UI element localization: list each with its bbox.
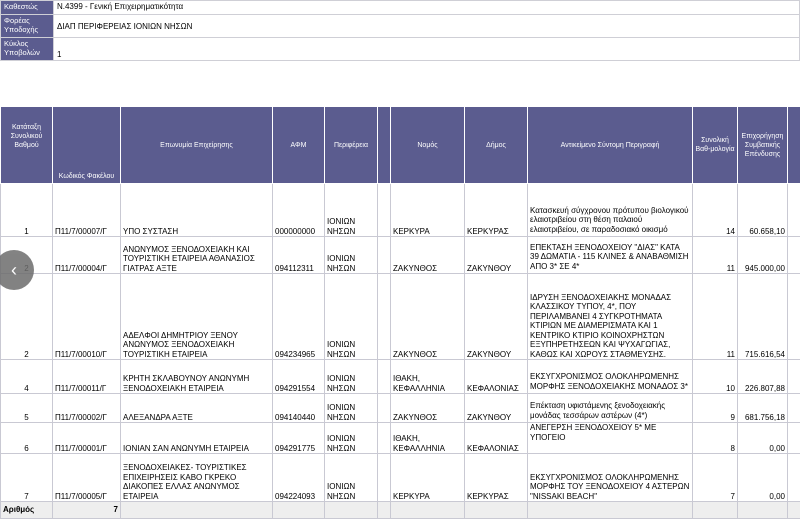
cell-spacer-end (788, 237, 800, 274)
cell-prefecture: ΙΘΑΚΗ, ΚΕΦΑΛΛΗΝΙΑ (391, 423, 465, 454)
table-row (1, 394, 800, 423)
cell-subsidy: 226.807,88 (738, 360, 788, 394)
footer-empty (273, 502, 325, 519)
footer-empty (391, 502, 465, 519)
cell-municipality: ΖΑΚΥΝΘΟΥ (465, 394, 528, 423)
header-row (1, 107, 800, 184)
cell-afm: 094234965 (273, 274, 325, 360)
footer-count-label: Αριθμός (1, 502, 53, 519)
cell-prefecture: ΚΕΡΚΥΡΑ (391, 454, 465, 502)
cell-rank: 5 (1, 394, 53, 423)
cell-spacer (378, 360, 391, 394)
meta-row-cycle (1, 38, 800, 61)
cell-description: ΑΝΕΓΕΡΣΗ ΞΕΝΟΔΟΧΕΙΟΥ 5* ΜΕ ΥΠΟΓΕΙΟ (528, 423, 693, 454)
chevron-left-icon: ‹ (11, 259, 17, 280)
meta-row-regime (1, 1, 800, 15)
cell-prefecture: ΚΕΡΚΥΡΑ (391, 184, 465, 237)
cell-afm: 094291775 (273, 423, 325, 454)
cell-score: 14 (693, 184, 738, 237)
cell-rank: 6 (1, 423, 53, 454)
cell-region: ΙΟΝΙΩΝ ΝΗΣΩΝ (325, 360, 378, 394)
cell-score: 9 (693, 394, 738, 423)
cell-spacer (378, 454, 391, 502)
cell-description: ΕΚΣΥΓΧΡΟΝΙΣΜΟΣ ΟΛΟΚΛΗΡΩΜΕΝΗΣ ΜΟΡΦΗΣ ΞΕΝΟΔΟΧΕΙΑΚΗΣ ΜΟΝΑΔΟΣ 3* (528, 360, 693, 394)
header-spacer-end (788, 107, 800, 184)
cell-code: Π11/7/00001/Γ (53, 423, 121, 454)
meta-label-regime: Καθεστώς (1, 1, 54, 15)
cell-afm: 094224093 (273, 454, 325, 502)
cell-municipality: ΚΕΡΚΥΡΑΣ (465, 454, 528, 502)
footer-empty (465, 502, 528, 519)
table-row (1, 360, 800, 394)
cell-subsidy: 715.616,54 (738, 274, 788, 360)
cell-region: ΙΟΝΙΩΝ ΝΗΣΩΝ (325, 237, 378, 274)
cell-rank: 7 (1, 454, 53, 502)
results-table (0, 106, 800, 519)
header-afm[interactable]: ΑΦΜ (273, 107, 325, 184)
meta-row-host (1, 15, 800, 38)
header-score[interactable]: Συνολική Βαθ-μολογία (693, 107, 738, 184)
cell-municipality: ΚΕΡΚΥΡΑΣ (465, 184, 528, 237)
cell-rank: 1 (1, 184, 53, 237)
cell-region: ΙΟΝΙΩΝ ΝΗΣΩΝ (325, 454, 378, 502)
meta-value-host: ΔΙΑΠ ΠΕΡΙΦΕΡΕΙΑΣ ΙΟΝΙΩΝ ΝΗΣΩΝ (53, 15, 799, 38)
cell-afm: 094112311 (273, 237, 325, 274)
footer-count-value: 7 (53, 502, 121, 519)
cell-region: ΙΟΝΙΩΝ ΝΗΣΩΝ (325, 274, 378, 360)
cell-description: Επέκταση υφιστάμενης ξενοδοχειακής μονάδας τεσσάρων αστέρων (4*) (528, 394, 693, 423)
cell-description: ΕΠΕΚΤΑΣΗ ΞΕΝΟΔΟΧΕΙΟΥ "ΔΙΑΣ" ΚΑΤΑ 39 ΔΩΜΑΤΙΑ - 115 ΚΛΙΝΕΣ & ΑΝΑΒΑΘΜΙΣΗ ΑΠΟ 3* ΣΕ 4* (528, 237, 693, 274)
cell-description: ΕΚΣΥΓΧΡΟΝΙΣΜΟΣ ΟΛΟΚΛΗΡΩΜΕΝΗΣ ΜΟΡΦΗΣ ΤΟΥ ΞΕΝΟΔΟΧΕΙΟΥ 4 ΑΣΤΕΡΩΝ "NISSAKI BEACH" (528, 454, 693, 502)
cell-name: ΙΟΝΙΑΝ ΣΑΝ ΑΝΩΝΥΜΗ ΕΤΑΙΡΕΙΑ (121, 423, 273, 454)
cell-afm: 094291554 (273, 360, 325, 394)
header-name[interactable]: Επωνυμία Επιχείρησης (121, 107, 273, 184)
footer-empty (325, 502, 378, 519)
cell-region: ΙΟΝΙΩΝ ΝΗΣΩΝ (325, 423, 378, 454)
cell-code: Π11/7/00002/Γ (53, 394, 121, 423)
cell-code: Π11/7/00011/Γ (53, 360, 121, 394)
cell-municipality: ΚΕΦΑΛΟΝΙΑΣ (465, 360, 528, 394)
footer-empty (378, 502, 391, 519)
cell-prefecture: ΖΑΚΥΝΘΟΣ (391, 237, 465, 274)
cell-spacer-end (788, 394, 800, 423)
cell-score: 8 (693, 423, 738, 454)
table-row (1, 184, 800, 237)
footer-row (1, 502, 800, 519)
cell-subsidy: 0,00 (738, 454, 788, 502)
cell-spacer-end (788, 184, 800, 237)
cell-name: ΑΔΕΛΦΟΙ ΔΗΜΗΤΡΙΟΥ ΞΕΝΟΥ ΑΝΩΝΥΜΟΣ ΞΕΝΟΔΟΧΕΙΑΚΗ ΤΟΥΡΙΣΤΙΚΗ ΕΤΑΙΡΕΙΑ (121, 274, 273, 360)
cell-subsidy: 60.658,10 (738, 184, 788, 237)
cell-spacer-end (788, 360, 800, 394)
header-rank[interactable]: Κατάταξη Συνολικού Βαθμού (1, 107, 53, 184)
header-municipality[interactable]: Δήμος (465, 107, 528, 184)
cell-code: Π11/7/00005/Γ (53, 454, 121, 502)
cell-spacer (378, 394, 391, 423)
cell-code: Π11/7/00010/Γ (53, 274, 121, 360)
header-spacer (378, 107, 391, 184)
cell-rank: 2 (1, 274, 53, 360)
cell-prefecture: ΖΑΚΥΝΘΟΣ (391, 274, 465, 360)
cell-municipality: ΖΑΚΥΝΘΟΥ (465, 274, 528, 360)
cell-municipality: ΖΑΚΥΝΘΟΥ (465, 237, 528, 274)
table-row (1, 237, 800, 274)
cell-score: 11 (693, 274, 738, 360)
cell-spacer (378, 423, 391, 454)
cell-spacer (378, 184, 391, 237)
footer-empty (738, 502, 788, 519)
cell-region: ΙΟΝΙΩΝ ΝΗΣΩΝ (325, 394, 378, 423)
cell-score: 11 (693, 237, 738, 274)
table-row (1, 454, 800, 502)
header-description[interactable]: Αντικείμενο Σύντομη Περιγραφή (528, 107, 693, 184)
meta-value-regime: Ν.4399 - Γενική Επιχειρηματικότητα (53, 1, 799, 15)
cell-afm: 000000000 (273, 184, 325, 237)
cell-municipality: ΚΕΦΑΛΟΝΙΑΣ (465, 423, 528, 454)
cell-subsidy: 681.756,18 (738, 394, 788, 423)
cell-afm: 094140440 (273, 394, 325, 423)
cell-name: ΥΠΟ ΣΥΣΤΑΣΗ (121, 184, 273, 237)
cell-code: Π11/7/00007/Γ (53, 184, 121, 237)
cell-prefecture: ΖΑΚΥΝΘΟΣ (391, 394, 465, 423)
cell-prefecture: ΙΘΑΚΗ, ΚΕΦΑΛΛΗΝΙΑ (391, 360, 465, 394)
cell-spacer-end (788, 274, 800, 360)
cell-rank: 4 (1, 360, 53, 394)
table-row (1, 423, 800, 454)
cell-subsidy: 0,00 (738, 423, 788, 454)
cell-name: ΑΛΕΞΑΝΔΡΑ ΑΞΤΕ (121, 394, 273, 423)
cell-spacer (378, 274, 391, 360)
cell-description: ΙΔΡΥΣΗ ΞΕΝΟΔΟΧΕΙΑΚΗΣ ΜΟΝΑΔΑΣ ΚΛΑΣΣΙΚΟΥ ΤΥΠΟΥ, 4*, ΠΟΥ ΠΕΡΙΛΑΜΒΑΝΕΙ 4 ΣΥΓΚΡΟΤΗΜΑΤΑ ΚΤΙΡΙΩΝ ΜΕ ΔΙΑΜΕΡΙΣΜΑΤΑ ΚΑΙ 1 ΚΕΝΤΡΙΚΟ ΚΤΙΡΙΟ ΚΟΙΝΟΧΡΗΣΤΩΝ ΕΞΥΠΗΡΕΤΗΣΕΩΝ ΚΑΙ ΨΥΧΑΓΩΓΙΑΣ, ΚΑΘΩΣ ΚΑΙ ΧΩΡΟΥΣ ΣΤΑΘΜΕΥΣΗΣ. (528, 274, 693, 360)
meta-value-cycle: 1 (53, 38, 799, 61)
footer-empty (693, 502, 738, 519)
cell-name: ΞΕΝΟΔΟΧΕΙΑΚΕΣ- ΤΟΥΡΙΣΤΙΚΕΣ ΕΠΙΧΕΙΡΗΣΕΙΣ ΚΑΒΟ ΓΚΡΕΚΟ ΔΙΑΚΟΠΕΣ ΕΛΛΑΣ ΑΝΩΝΥΜΟΣ ΕΤΑΙΡΕΙΑ (121, 454, 273, 502)
meta-table (0, 0, 800, 61)
header-code[interactable]: Κωδικός Φακέλου (53, 107, 121, 184)
header-region[interactable]: Περιφέρεια (325, 107, 378, 184)
cell-name: ΑΝΩΝΥΜΟΣ ΞΕΝΟΔΟΧΕΙΑΚΗ ΚΑΙ ΤΟΥΡΙΣΤΙΚΗ ΕΤΑΙΡΕΙΑ ΑΘΑΝΑΣΙΟΣ ΓΙΑΤΡΑΣ ΑΞΤΕ (121, 237, 273, 274)
footer-empty (788, 502, 800, 519)
cell-spacer-end (788, 454, 800, 502)
cell-subsidy: 945.000,00 (738, 237, 788, 274)
meta-label-host: Φορέας Υποδοχής (1, 15, 54, 38)
footer-empty (528, 502, 693, 519)
meta-label-cycle: Κύκλος Υποβολών (1, 38, 54, 61)
cell-spacer (378, 237, 391, 274)
cell-score: 7 (693, 454, 738, 502)
cell-score: 10 (693, 360, 738, 394)
cell-name: ΚΡΗΤΗ ΣΚΛΑΒΟΥΝΟΥ ΑΝΩΝΥΜΗ ΞΕΝΟΔΟΧΕΙΑΚΗ ΕΤΑΙΡΕΙΑ (121, 360, 273, 394)
header-prefecture[interactable]: Νομός (391, 107, 465, 184)
table-row (1, 274, 800, 360)
cell-code: Π11/7/00004/Γ (53, 237, 121, 274)
cell-description: Κατασκευή σύγχρονου πρότυπου βιολογικού ελαιοτριβείου στη θέση παλαιού ελαιοτριβείου, σε παραδοσιακό οικισμό (528, 184, 693, 237)
cell-region: ΙΟΝΙΩΝ ΝΗΣΩΝ (325, 184, 378, 237)
footer-empty (121, 502, 273, 519)
cell-spacer-end (788, 423, 800, 454)
header-subsidy[interactable]: Επιχορήγηση Συμβατικής Επένδυσης (738, 107, 788, 184)
